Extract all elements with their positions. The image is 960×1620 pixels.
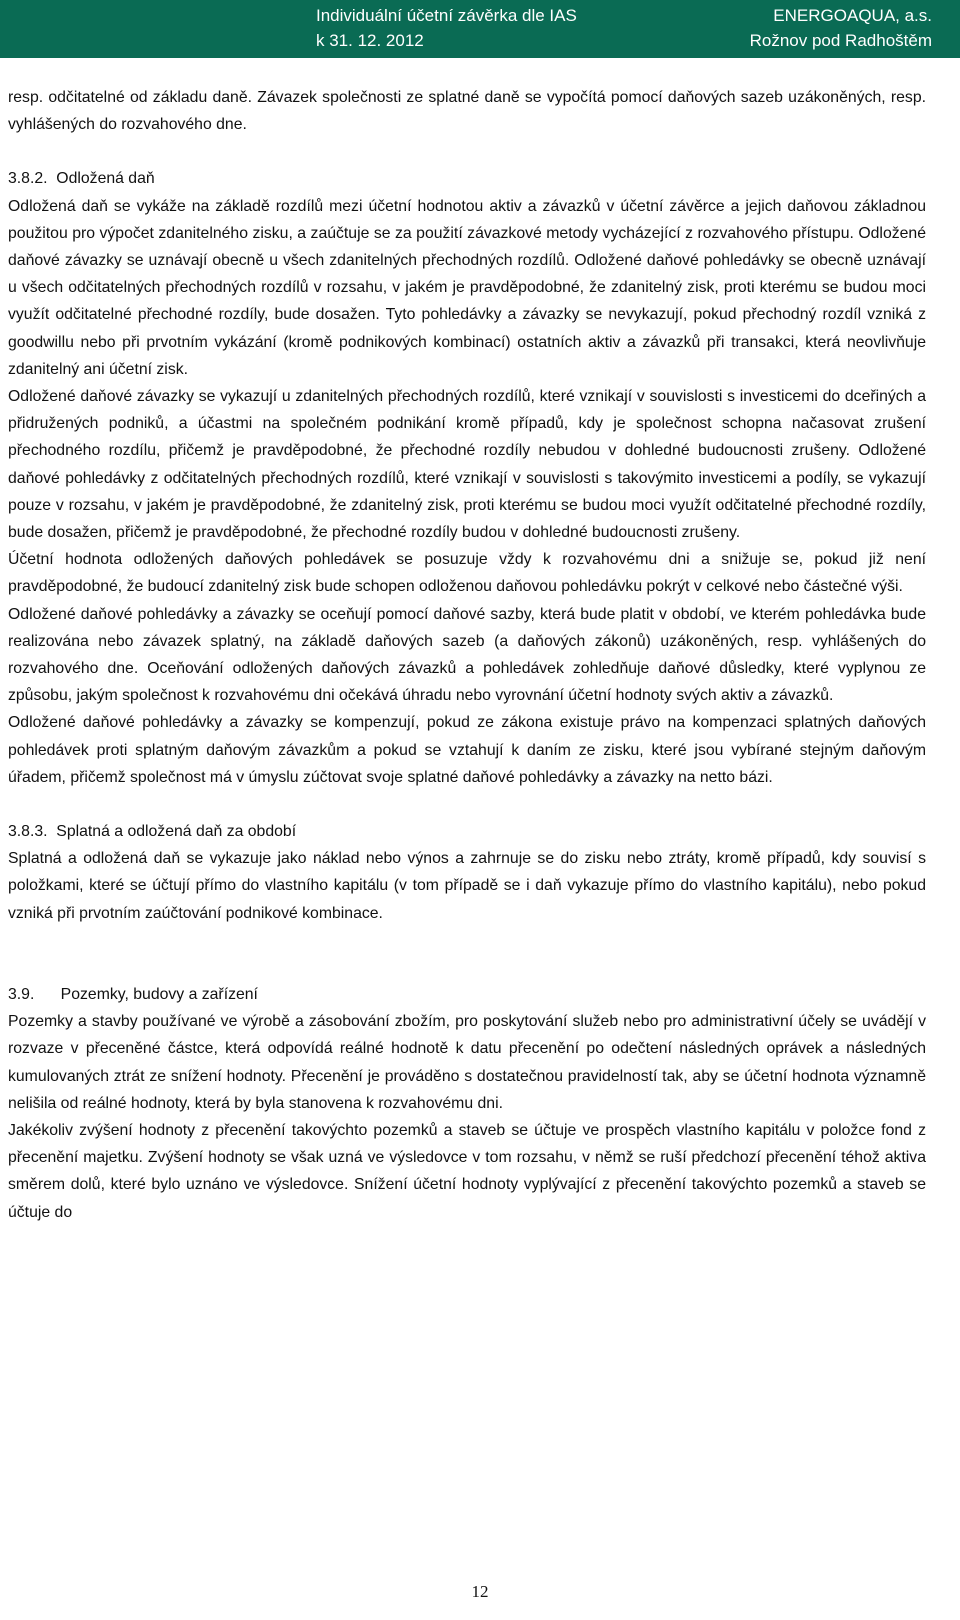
report-title: Individuální účetní závěrka dle IAS bbox=[316, 6, 577, 25]
report-date: k 31. 12. 2012 bbox=[316, 31, 424, 50]
section-heading-3-8-2: 3.8.2. Odložená daň bbox=[8, 170, 155, 188]
intro-paragraph: resp. odčitatelné od základu daně. Závazek společnosti ze splatné daně se vypočítá pomocí daňových sazeb uzákoněných, resp. vyhlášených do rozvahového dne. bbox=[8, 89, 926, 134]
section-heading-3-9: 3.9. Pozemky, budovy a zařízení bbox=[8, 985, 258, 1003]
paragraph: Odložené daňové pohledávky a závazky se oceňují pomocí daňové sazby, která bude platit v období, ve kterém pohledávka bude realizována nebo závazek splatný, na základě daňových sazeb (a daňových zákonů) uzákoněných, resp. vyhlášených do rozvahového dne. Oceňování odložených daňových závazků a pohledávek zohledňuje daňové důsledky, které vyplynou ze způsobu, jakým společnost k rozvahovému dni očekává úhradu nebo vyrovnání účetní hodnoty svých aktiv a závazků. bbox=[8, 605, 926, 705]
page-number: 12 bbox=[471, 1582, 489, 1601]
paragraph: Splatná a odložená daň se vykazuje jako náklad nebo výnos a zahrnuje se do zisku nebo ztráty, kromě případů, kdy souvisí s položkami, které se účtují přímo do vlastního kapitálu (v tom případě se i daň vykazuje přímo do vlastního kapitálu), nebo pokud vzniká při prvotním zaúčtování podnikové kombinace. bbox=[8, 850, 926, 922]
paragraph: Odložené daňové pohledávky a závazky se kompenzují, pokud ze zákona existuje právo na kompenzaci splatných daňových pohledávek proti splatným daňovým závazkům a pokud se vztahují k daním ze zisku, které jsou vybírané stejným daňovým úřadem, přičemž společnost má v úmyslu zúčtovat svoje splatné daňové pohledávky a závazky na netto bázi. bbox=[8, 714, 926, 786]
paragraph: Odložené daňové závazky se vykazují u zdanitelných přechodných rozdílů, které vznikají v souvislosti s investicemi do dceřiných a přidružených podniků, a účastmi na společném podnikání kromě případů, kdy je společnost schopna načasovat zrušení přechodného rozdílu, přičemž je pravděpodobné, že přechodné rozdíly nebudou v dohledné budoucnosti zrušeny. Odložené daňové pohledávky z odčitatelných přechodných rozdílů, které vznikají v souvislosti s takovýmito investicemi a podíly, se vykazují pouze v rozsahu, v jakém je pravděpodobné, že zdanitelný zisk, proti kterému se budou moci využít odčitatelné přechodné rozdíly, bude dosažen, přičemž je pravděpodobné, že přechodné rozdíly budou v dohledné budoucnosti zrušeny. bbox=[8, 388, 926, 542]
document-body bbox=[8, 84, 926, 1226]
paragraph: Odložená daň se vykáže na základě rozdílů mezi účetní hodnotou aktiv a závazků v účetní závěrce a jejich daňovou základnou použitou pro výpočet zdanitelného zisku, a zaúčtuje se za použití závazkové metody vycházející z rozvahového přístupu. Odložené daňové závazky se uznávají obecně u všech zdanitelných přechodných rozdílů. Odložené daňové pohledávky se obecně uznávají u všech odčitatelných přechodných rozdílů v rozsahu, v jakém je pravděpodobné, že zdanitelný zisk, proti kterému se budou moci využít odčitatelné přechodné rozdíly, bude dosažen. Tyto pohledávky a závazky se nevykazují, pokud přechodný rozdíl vzniká z goodwillu nebo při prvotním vykázání (kromě podnikových kombinací) ostatních aktiv a závazků při transakci, která neovlivňuje zdanitelný ani účetní zisk. bbox=[8, 197, 926, 378]
page-header bbox=[0, 0, 960, 58]
company-location: Rožnov pod Radhoštěm bbox=[749, 31, 932, 50]
paragraph: Pozemky a stavby používané ve výrobě a zásobování zbožím, pro poskytování služeb nebo pro administrativní účely se uvádějí v rozvaze v přeceněné částce, která odpovídá reálné hodnotě k datu přecenění po odečtení následných oprávek a následných kumulovaných ztrát ze snížení hodnoty. Přecenění je prováděno s dostatečnou pravidelností tak, aby se účetní hodnota významně nelišila od reálné hodnoty, která by byla stanovena k rozvahovému dni. bbox=[8, 1013, 926, 1112]
paragraph: Jakékoliv zvýšení hodnoty z přecenění takovýchto pozemků a staveb se účtuje ve prospěch vlastního kapitálu v položce fond z přecenění majetku. Zvýšení hodnoty se však uzná ve výsledovce v tom rozsahu, v němž se ruší předchozí přecenění téhož aktiva směrem dolů, které bylo uznáno ve výsledovce. Snížení účetní hodnoty vyplývající z přecenění takovýchto pozemků a staveb se účtuje do bbox=[8, 1121, 926, 1221]
company-name: ENERGOAQUA, a.s. bbox=[773, 6, 932, 25]
section-heading-3-8-3: 3.8.3. Splatná a odložená daň za období bbox=[8, 823, 297, 841]
paragraph: Účetní hodnota odložených daňových pohledávek se posuzuje vždy k rozvahovému dni a snižuje se, pokud již není pravděpodobné, že budoucí zdanitelný zisk bude schopen odloženou daňovou pohledávku pokrýt v celkové nebo částečné výši. bbox=[8, 551, 926, 596]
